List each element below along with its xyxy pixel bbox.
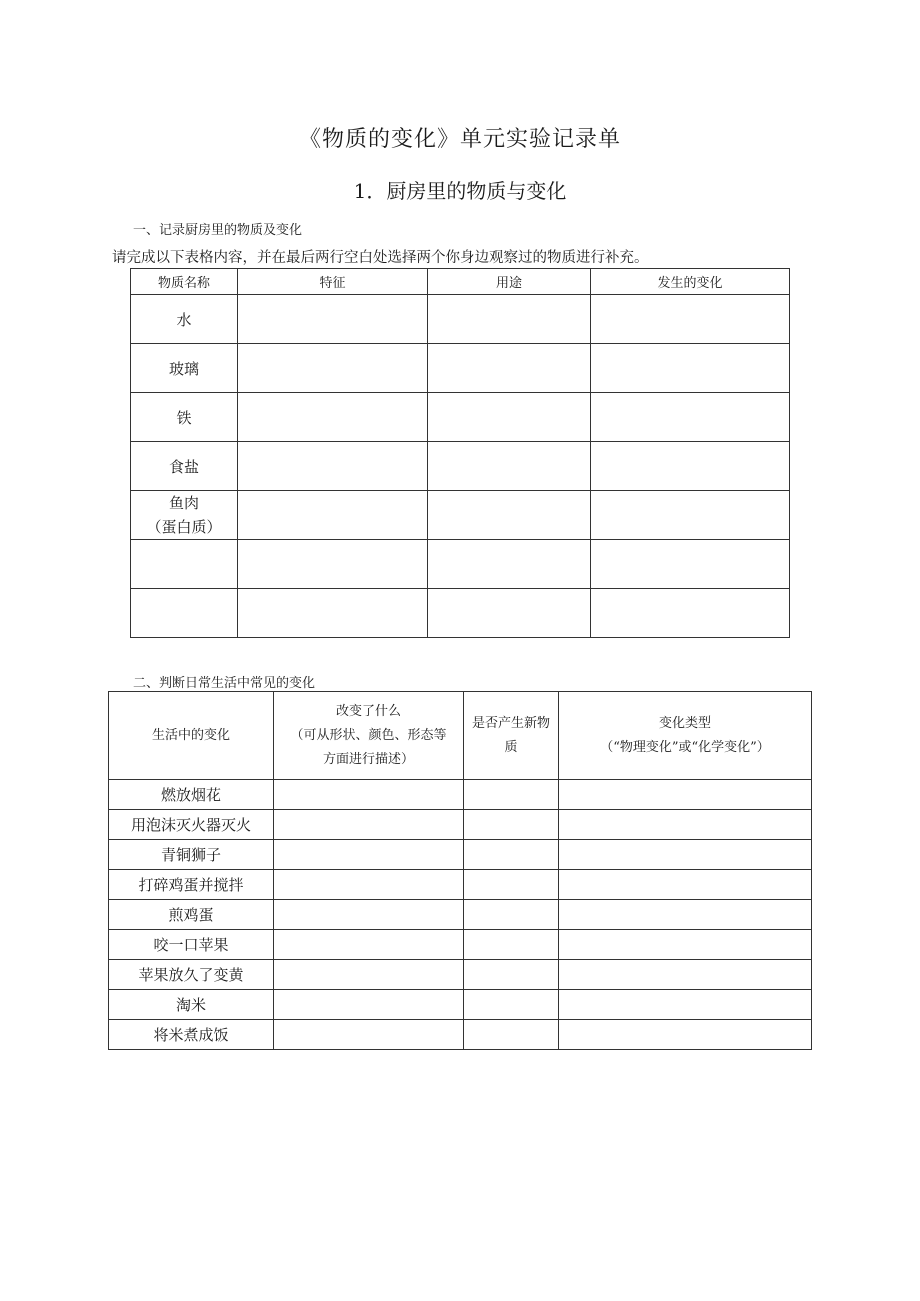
- what-changed-cell[interactable]: [274, 840, 464, 870]
- life-change-label: 咬一口苹果: [109, 930, 274, 960]
- new-substance-cell[interactable]: [464, 870, 559, 900]
- header-what-changed: [274, 692, 464, 780]
- what-changed-cell[interactable]: [274, 990, 464, 1020]
- header-new-substance: [464, 692, 559, 780]
- substance-name: [131, 491, 238, 540]
- life-change-label: 将米煮成饭: [109, 1020, 274, 1050]
- new-substance-cell[interactable]: [464, 960, 559, 990]
- new-substance-cell[interactable]: [464, 780, 559, 810]
- table-row: [109, 900, 812, 930]
- changes-cell[interactable]: [591, 442, 790, 491]
- new-substance-cell[interactable]: [464, 840, 559, 870]
- characteristics-cell[interactable]: [238, 393, 428, 442]
- substance-name-line2: （蛋白质）: [146, 518, 222, 536]
- header-change-type-line2: （“物理变化”或“化学变化”）: [600, 739, 770, 755]
- what-changed-cell[interactable]: [274, 1020, 464, 1050]
- what-changed-cell[interactable]: [274, 930, 464, 960]
- table-row-blank: [131, 540, 790, 589]
- life-change-label: 打碎鸡蛋并搅拌: [109, 870, 274, 900]
- new-substance-cell[interactable]: [464, 930, 559, 960]
- section2-heading: 二、判断日常生活中常见的变化: [133, 676, 316, 691]
- table-row-blank: [131, 589, 790, 638]
- new-substance-cell[interactable]: [464, 990, 559, 1020]
- substance-table: [130, 268, 790, 638]
- what-changed-cell[interactable]: [274, 780, 464, 810]
- header-changes: 发生的变化: [591, 269, 790, 295]
- new-substance-cell[interactable]: [464, 810, 559, 840]
- header-change-type-line1: 变化类型: [658, 715, 711, 731]
- change-type-cell[interactable]: [559, 810, 812, 840]
- table-header-row: [109, 692, 812, 780]
- header-characteristics: 特征: [238, 269, 428, 295]
- what-changed-cell[interactable]: [274, 900, 464, 930]
- changes-cell[interactable]: [591, 344, 790, 393]
- characteristics-cell[interactable]: [238, 491, 428, 540]
- header-uses: 用途: [428, 269, 591, 295]
- uses-cell[interactable]: [428, 295, 591, 344]
- change-type-cell[interactable]: [559, 930, 812, 960]
- substance-name: 铁: [131, 393, 238, 442]
- what-changed-cell[interactable]: [274, 870, 464, 900]
- table-row: [109, 870, 812, 900]
- section-subtitle: 1．厨房里的物质与变化: [353, 179, 567, 203]
- table-header-row: [131, 269, 790, 295]
- characteristics-cell[interactable]: [238, 442, 428, 491]
- table-row: [131, 393, 790, 442]
- change-type-cell[interactable]: [559, 960, 812, 990]
- table-row: [109, 810, 812, 840]
- table-row: [109, 960, 812, 990]
- table-row: [109, 840, 812, 870]
- life-change-label: 用泡沫灭火器灭火: [109, 810, 274, 840]
- changes-table: [108, 691, 812, 1050]
- characteristics-cell[interactable]: [238, 295, 428, 344]
- uses-cell[interactable]: [428, 540, 591, 589]
- header-new-substance-line1: 是否产生新物: [471, 715, 550, 731]
- header-new-substance-line2: 质: [504, 739, 518, 755]
- uses-cell[interactable]: [428, 491, 591, 540]
- life-change-label: 淘米: [109, 990, 274, 1020]
- table-row: [131, 442, 790, 491]
- substance-name-line1: 鱼肉: [168, 494, 199, 512]
- table-row: [109, 1020, 812, 1050]
- uses-cell[interactable]: [428, 589, 591, 638]
- header-what-changed-line3: 方面进行描述）: [322, 751, 414, 767]
- life-change-label: 燃放烟花: [109, 780, 274, 810]
- characteristics-cell[interactable]: [238, 344, 428, 393]
- new-substance-cell[interactable]: [464, 900, 559, 930]
- substance-name: 食盐: [131, 442, 238, 491]
- change-type-cell[interactable]: [559, 780, 812, 810]
- what-changed-cell[interactable]: [274, 810, 464, 840]
- life-change-label: 苹果放久了变黄: [109, 960, 274, 990]
- changes-cell[interactable]: [591, 393, 790, 442]
- uses-cell[interactable]: [428, 442, 591, 491]
- change-type-cell[interactable]: [559, 840, 812, 870]
- life-change-label: 煎鸡蛋: [109, 900, 274, 930]
- header-what-changed-line2: （可从形状、颜色、形态等: [290, 727, 447, 743]
- section1-instruction: 请完成以下表格内容，并在最后两行空白处选择两个你身边观察过的物质进行补充。: [112, 250, 649, 266]
- header-substance-name: 物质名称: [131, 269, 238, 295]
- uses-cell[interactable]: [428, 344, 591, 393]
- what-changed-cell[interactable]: [274, 960, 464, 990]
- table-row: [109, 780, 812, 810]
- substance-name: 玻璃: [131, 344, 238, 393]
- change-type-cell[interactable]: [559, 870, 812, 900]
- header-change-type: [559, 692, 812, 780]
- life-change-label: 青铜狮子: [109, 840, 274, 870]
- characteristics-cell[interactable]: [238, 540, 428, 589]
- substance-name-input[interactable]: [131, 540, 238, 589]
- changes-cell[interactable]: [591, 491, 790, 540]
- page-title: 《物质的变化》单元实验记录单: [298, 127, 621, 152]
- table-row: [109, 930, 812, 960]
- substance-name-input[interactable]: [131, 589, 238, 638]
- new-substance-cell[interactable]: [464, 1020, 559, 1050]
- uses-cell[interactable]: [428, 393, 591, 442]
- substance-name: 水: [131, 295, 238, 344]
- change-type-cell[interactable]: [559, 990, 812, 1020]
- table-row: [131, 295, 790, 344]
- changes-cell[interactable]: [591, 295, 790, 344]
- table-row: [109, 990, 812, 1020]
- change-type-cell[interactable]: [559, 1020, 812, 1050]
- table-row: [131, 344, 790, 393]
- table-row: [131, 491, 790, 540]
- header-life-change: 生活中的变化: [109, 692, 274, 780]
- changes-cell[interactable]: [591, 589, 790, 638]
- characteristics-cell[interactable]: [238, 589, 428, 638]
- header-what-changed-line1: 改变了什么: [335, 703, 401, 719]
- changes-cell[interactable]: [591, 540, 790, 589]
- section1-heading: 一、记录厨房里的物质及变化: [133, 223, 303, 238]
- change-type-cell[interactable]: [559, 900, 812, 930]
